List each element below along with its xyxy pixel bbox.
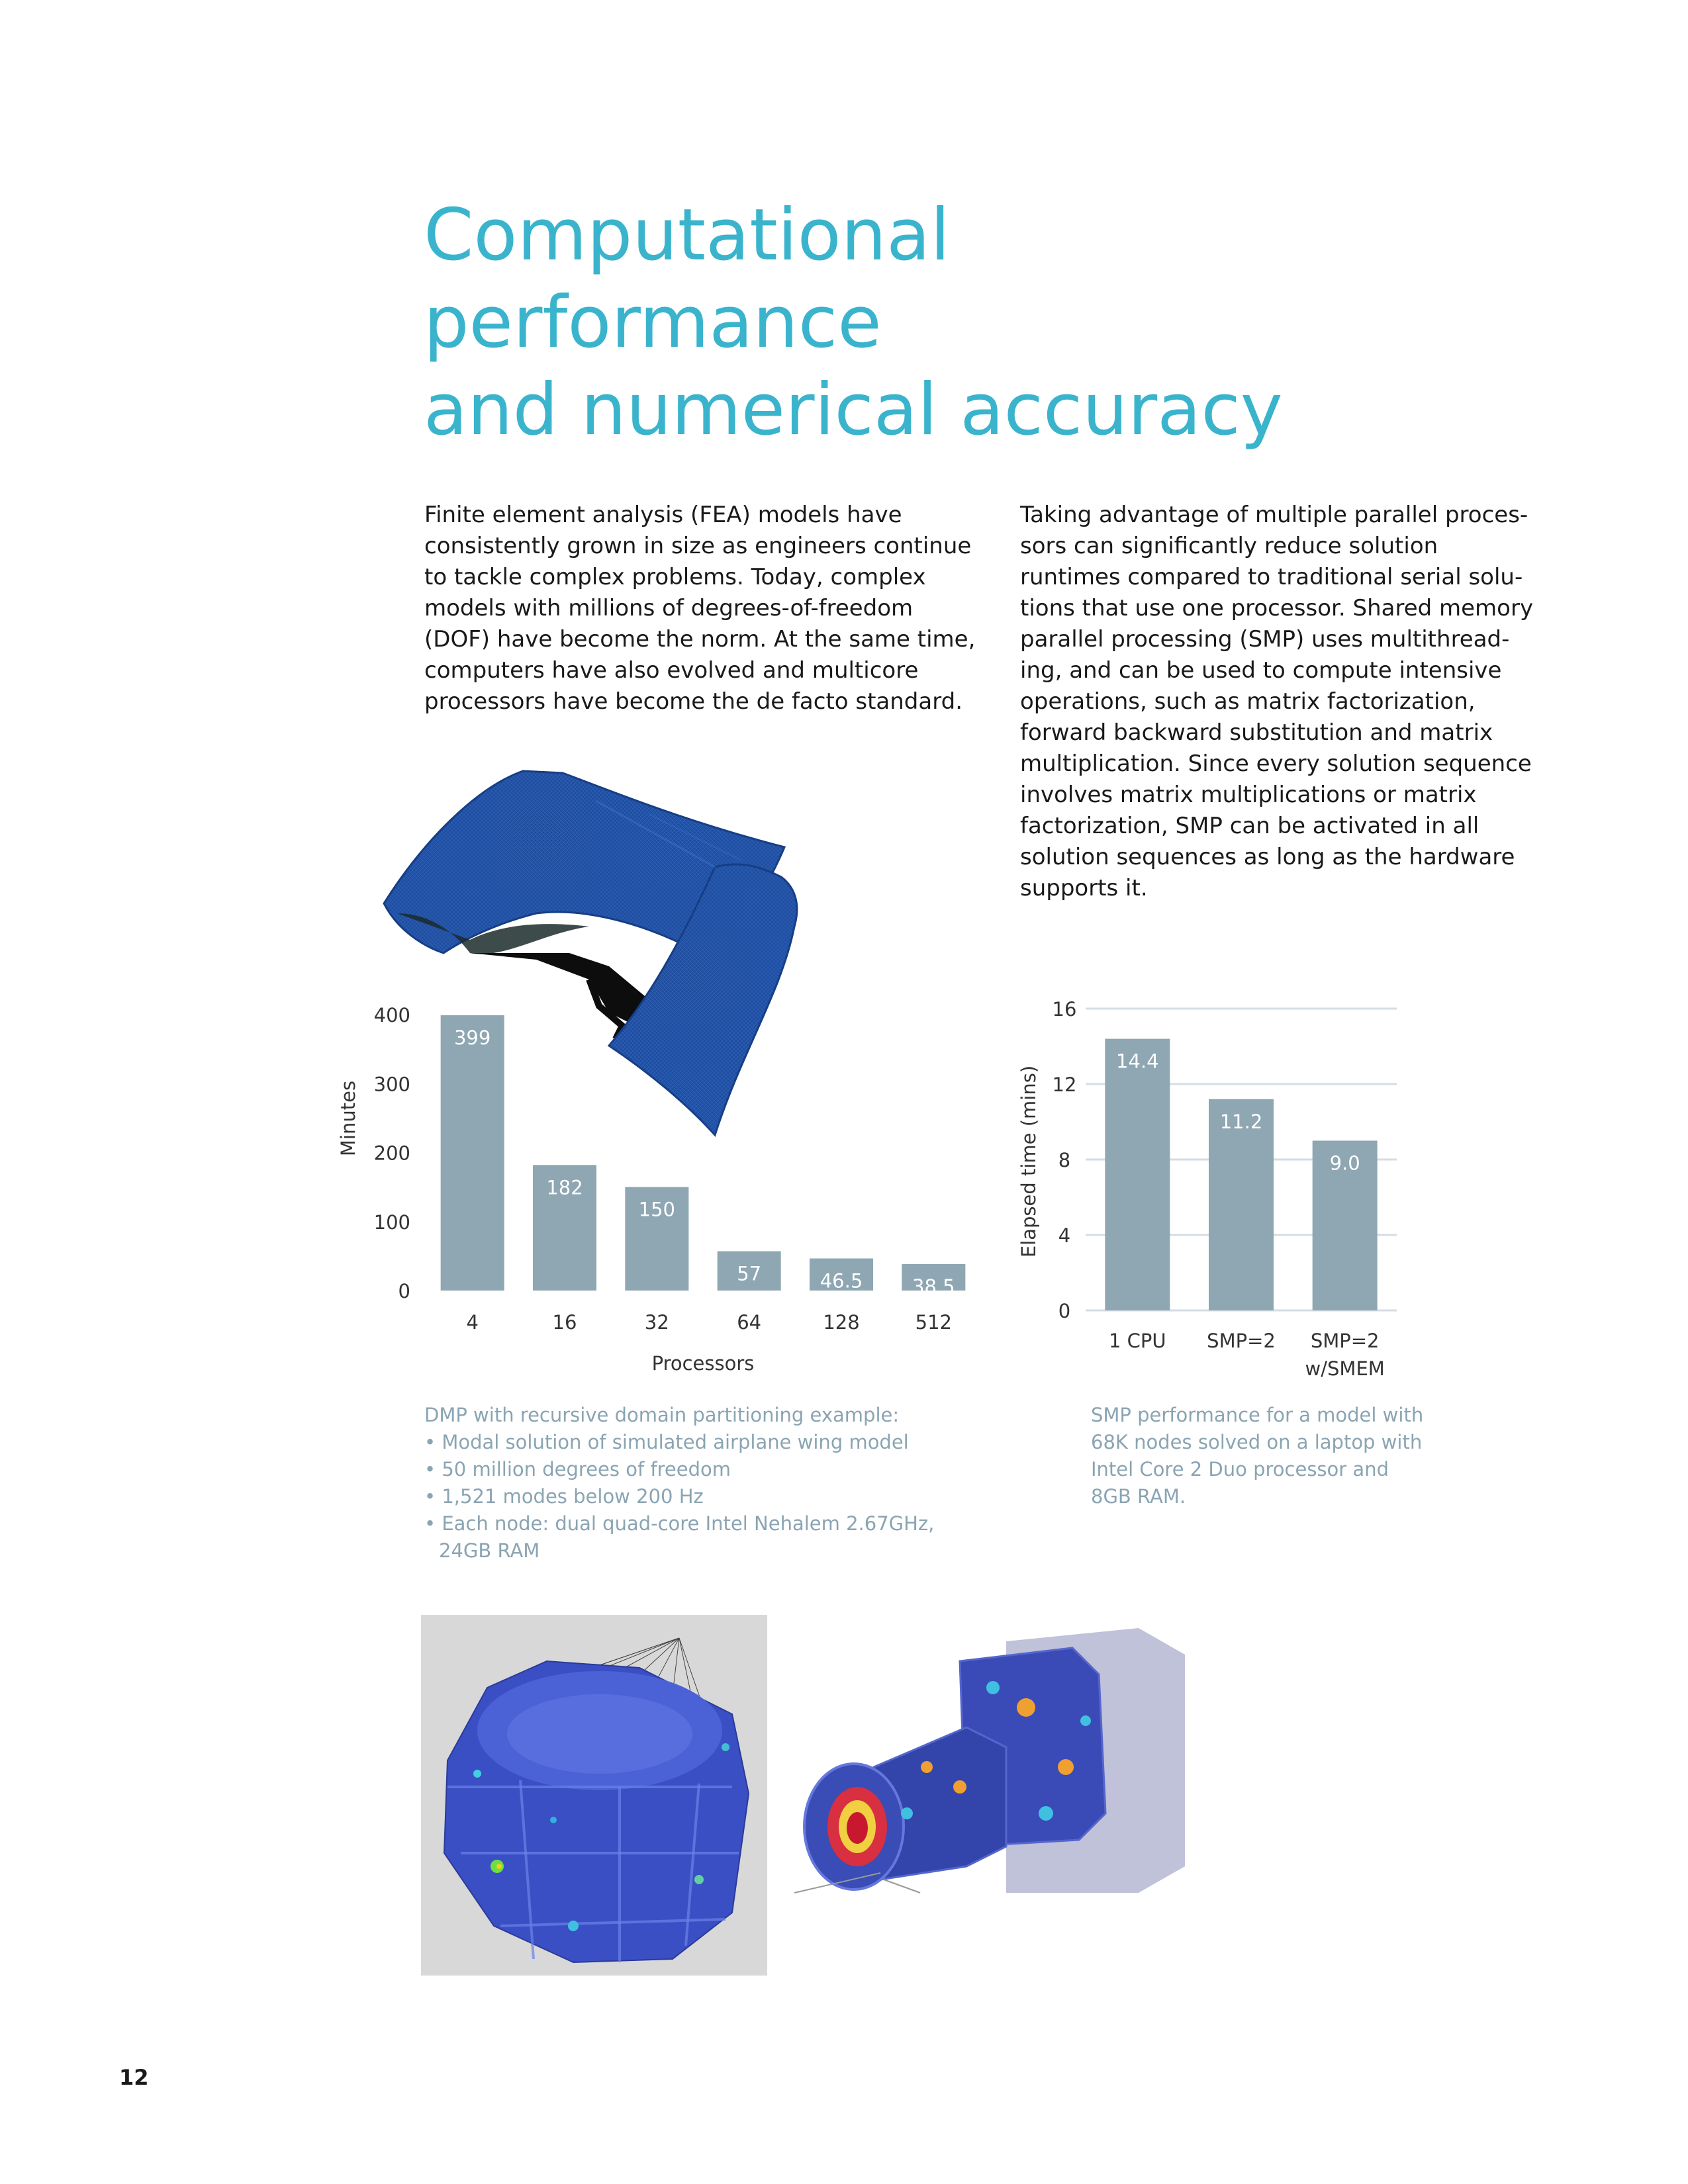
text-line: runtimes compared to traditional serial solu- <box>1020 564 1523 590</box>
data-label: 9.0 <box>1329 1152 1360 1175</box>
chart1-caption <box>424 1402 1020 1565</box>
caption-line: 24GB RAM <box>439 1539 540 1562</box>
x-tick-label: 64 <box>737 1311 762 1334</box>
y-axis-label: Minutes <box>337 1080 359 1157</box>
y-tick-label: 0 <box>1058 1300 1071 1322</box>
chart2-caption <box>1091 1402 1488 1510</box>
y-tick-label: 16 <box>1052 998 1077 1021</box>
title-line-2: and numerical accuracy <box>424 369 1283 451</box>
x-tick-label: 128 <box>823 1311 860 1334</box>
caption-line: • 1,521 modes below 200 Hz <box>424 1485 704 1508</box>
data-label: 14.4 <box>1116 1050 1159 1073</box>
y-tick-label: 200 <box>373 1142 410 1165</box>
text-line: tions that use one processor. Shared memory <box>1020 595 1534 621</box>
y-tick-label: 0 <box>398 1280 410 1302</box>
caption-line: • Modal solution of simulated airplane wing model <box>424 1431 909 1453</box>
text-line: (DOF) have become the norm. At the same time, <box>424 626 976 653</box>
text-line: Taking advantage of multiple parallel proces- <box>1020 502 1528 528</box>
caption-line: • 50 million degrees of freedom <box>424 1458 731 1480</box>
text-line: models with millions of degrees-of-freedom <box>424 595 914 621</box>
text-line: computers have also evolved and multicore <box>424 657 919 684</box>
data-label: 182 <box>546 1176 583 1199</box>
satellite-fea-image <box>421 1615 767 1976</box>
text-line: to tackle complex problems. Today, complex <box>424 564 926 590</box>
data-label: 57 <box>737 1262 762 1285</box>
text-line: factorization, SMP can be activated in all <box>1020 813 1479 839</box>
data-label: 46.5 <box>820 1269 863 1293</box>
text-line: sors can significantly reduce solution <box>1020 533 1438 559</box>
caption-line: DMP with recursive domain partitioning example: <box>424 1404 900 1426</box>
text-line: multiplication. Since every solution sequence <box>1020 751 1532 777</box>
text-line: involves matrix multiplications or matrix <box>1020 782 1477 808</box>
text-line: supports it. <box>1020 875 1148 901</box>
caption-line: SMP performance for a model with <box>1091 1404 1424 1426</box>
y-tick-label: 4 <box>1058 1224 1071 1247</box>
x-tick-label: SMP=2 <box>1310 1330 1380 1352</box>
x-tick-label: 16 <box>552 1311 577 1334</box>
data-label: 38.5 <box>912 1275 955 1298</box>
caption-line: 68K nodes solved on a laptop with <box>1091 1431 1423 1453</box>
x-tick-label: w/SMEM <box>1305 1357 1385 1380</box>
text-line: Finite element analysis (FEA) models have <box>424 502 902 528</box>
text-line: processors have become the de facto standard. <box>424 688 962 715</box>
caption-line: • Each node: dual quad-core Intel Nehalem 2.67GHz, <box>424 1512 935 1535</box>
caption-line: 8GB RAM. <box>1091 1485 1186 1508</box>
y-tick-label: 400 <box>373 1004 410 1026</box>
title-line-1: Computational performance <box>424 194 951 364</box>
engine-fea-image <box>794 1615 1231 1933</box>
x-tick-label: 512 <box>915 1311 953 1334</box>
page-number: 12 <box>119 2065 149 2090</box>
x-tick-label: 1 CPU <box>1109 1330 1166 1352</box>
data-label: 150 <box>638 1198 676 1221</box>
data-label: 11.2 <box>1219 1110 1263 1133</box>
x-tick-label: SMP=2 <box>1207 1330 1276 1352</box>
y-tick-label: 300 <box>373 1073 410 1096</box>
text-line: ing, and can be used to compute intensive <box>1020 657 1502 684</box>
caption-line: Intel Core 2 Duo processor and <box>1091 1458 1389 1480</box>
text-line: parallel processing (SMP) uses multithread- <box>1020 626 1510 653</box>
text-line: solution sequences as long as the hardware <box>1020 844 1515 870</box>
y-tick-label: 8 <box>1058 1149 1071 1171</box>
x-tick-label: 32 <box>644 1311 669 1334</box>
y-axis-label: Elapsed time (mins) <box>1017 1065 1040 1258</box>
x-tick-label: 4 <box>466 1311 479 1334</box>
y-tick-label: 12 <box>1052 1073 1077 1096</box>
y-tick-label: 100 <box>373 1210 410 1234</box>
text-line: operations, such as matrix factorization, <box>1020 688 1476 715</box>
bar <box>1105 1039 1170 1310</box>
x-axis-label: Processors <box>651 1352 755 1375</box>
text-line: consistently grown in size as engineers continue <box>424 533 972 559</box>
data-label: 399 <box>453 1026 491 1050</box>
text-line: forward backward substitution and matrix <box>1020 719 1493 746</box>
